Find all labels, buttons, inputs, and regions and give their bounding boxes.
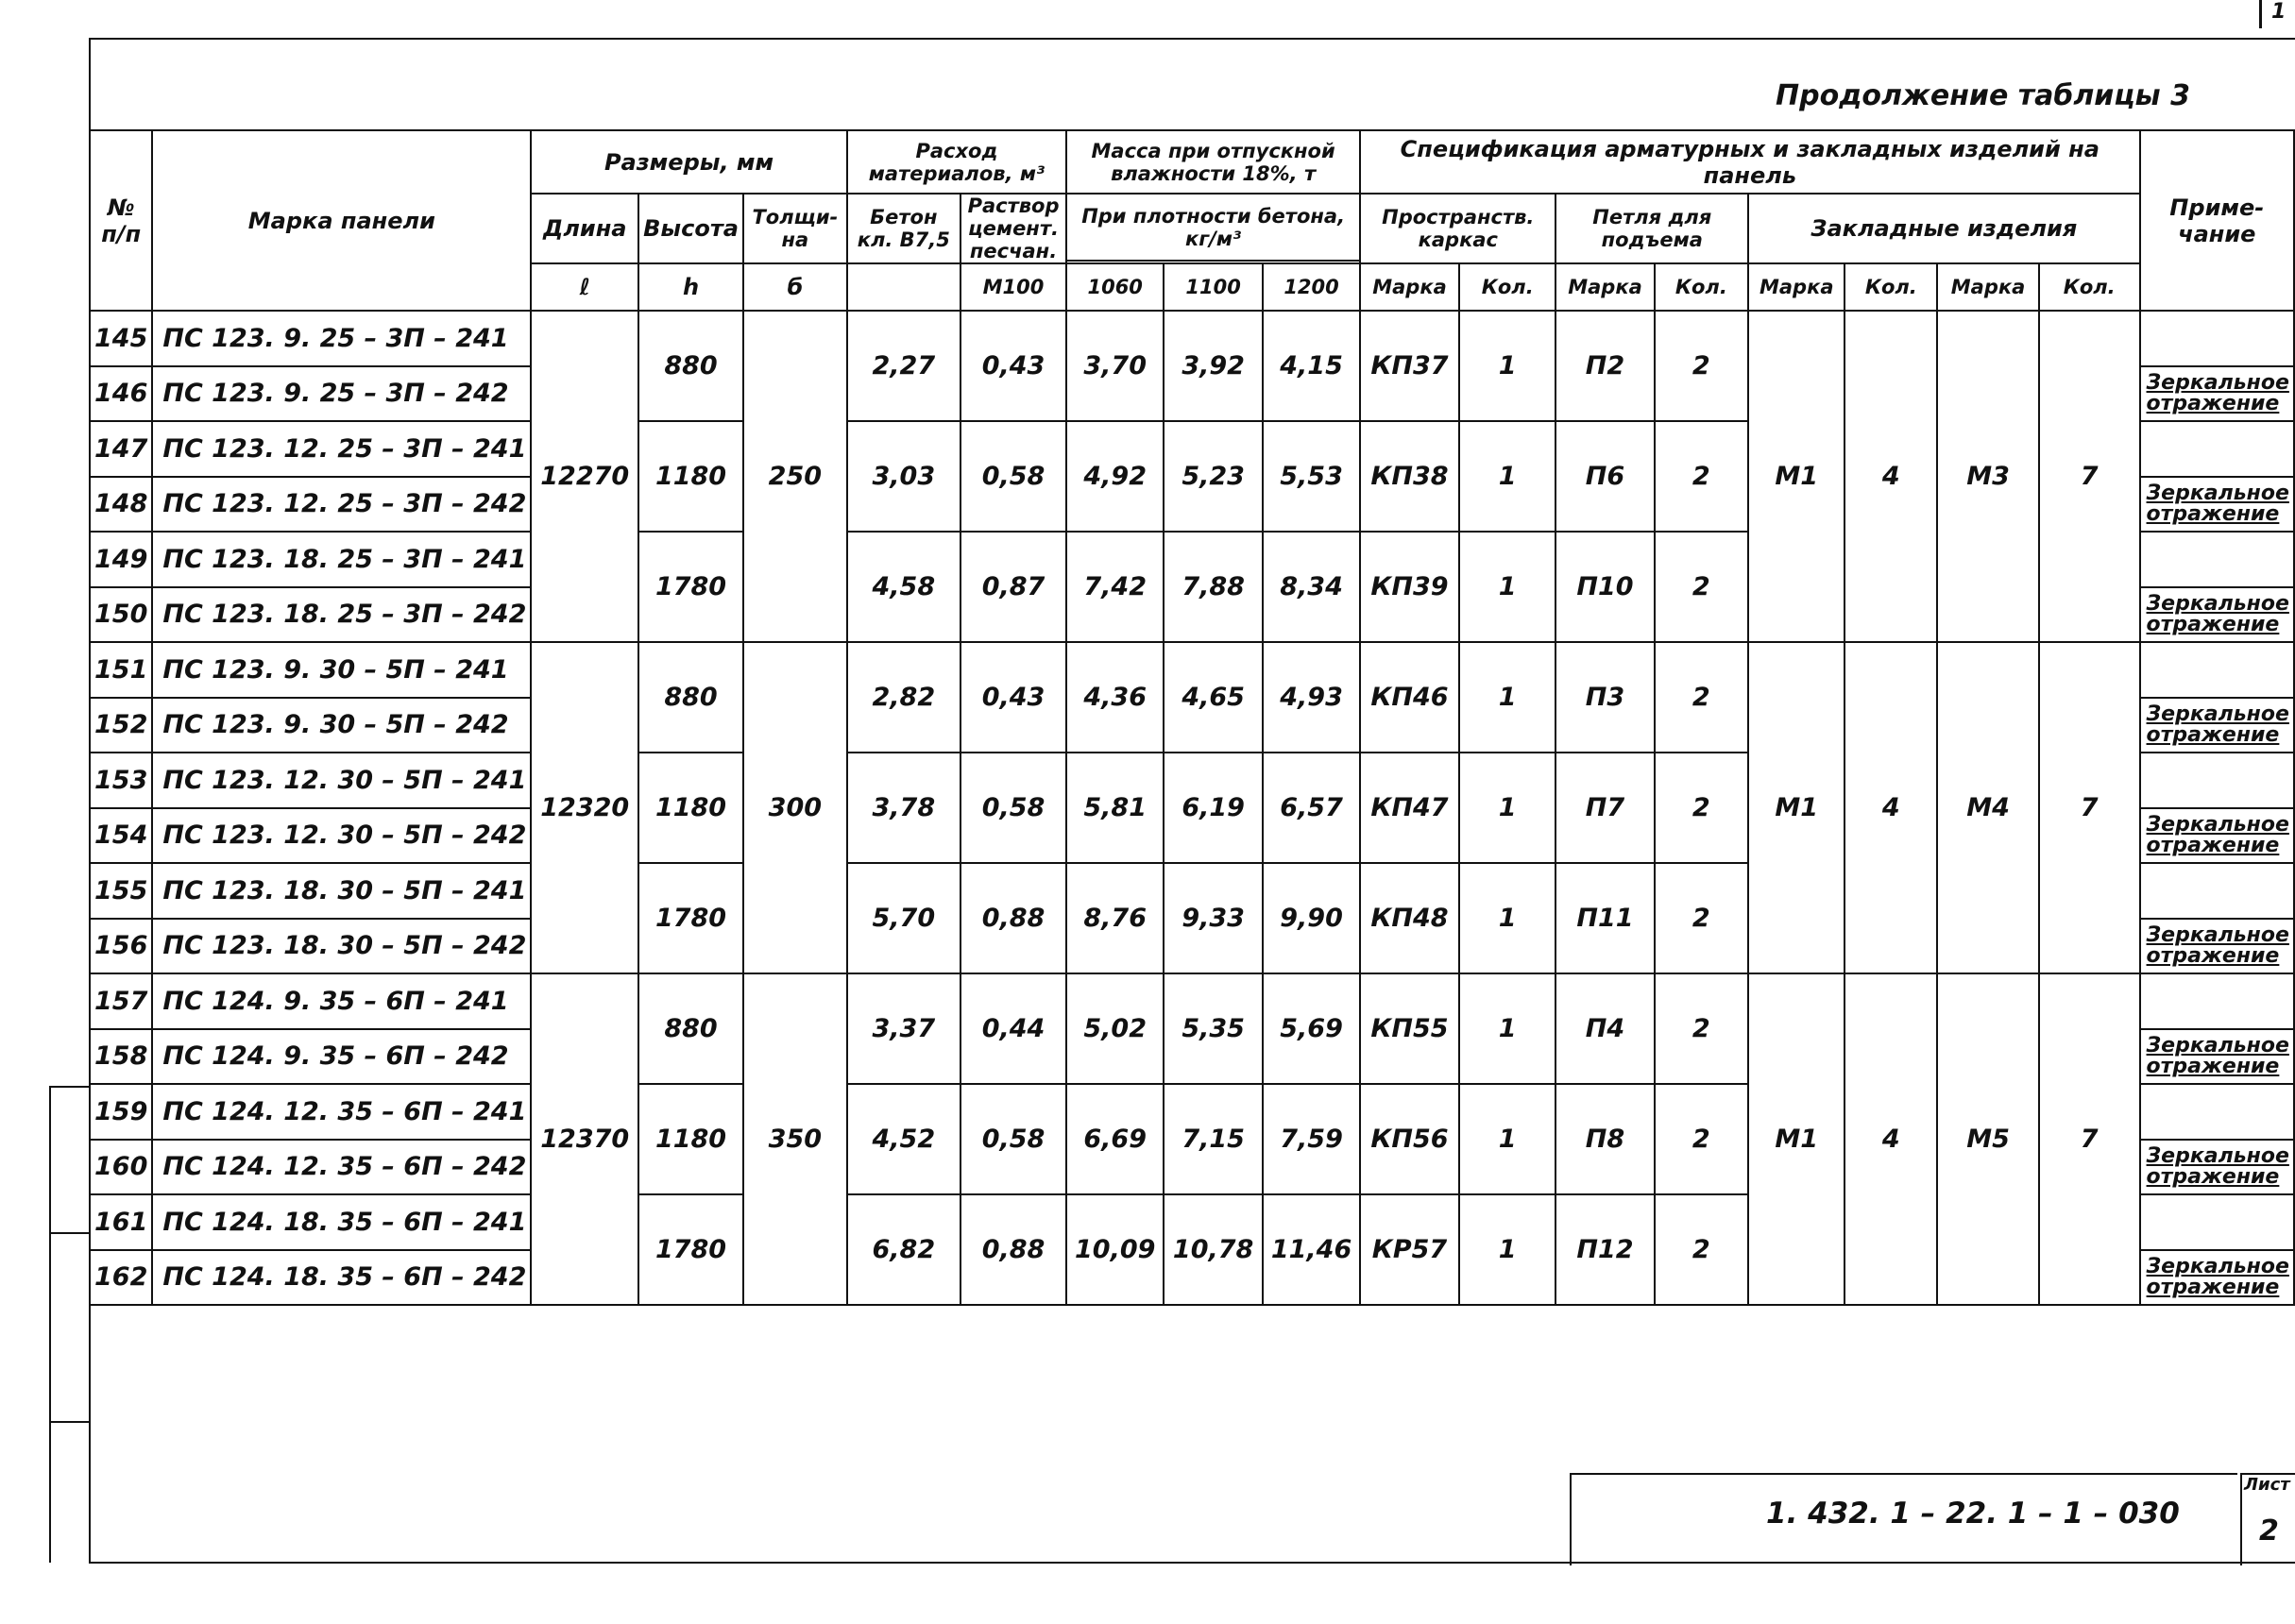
row-note: Зеркальное отражение xyxy=(2140,1029,2294,1085)
loop-mark: П11 xyxy=(1556,863,1654,973)
panel-mark: ПС 123. 18. 25 – 3П – 241 xyxy=(152,532,531,587)
header-embed2-qty: Кол. xyxy=(2039,263,2140,311)
frame-qty: 1 xyxy=(1459,311,1556,421)
panel-mark: ПС 124. 9. 35 – 6П – 241 xyxy=(152,973,531,1029)
table-row xyxy=(90,973,2294,1029)
panel-mark: ПС 123. 9. 25 – 3П – 241 xyxy=(152,311,531,366)
header-materials: Расход материалов, м³ xyxy=(847,130,1066,194)
embed2-qty: 7 xyxy=(2039,973,2140,1305)
panel-height: 880 xyxy=(638,642,743,753)
mass-1060: 5,02 xyxy=(1066,973,1164,1084)
concrete-volume: 6,82 xyxy=(847,1194,960,1305)
row-note xyxy=(2140,973,2294,1029)
row-number: 147 xyxy=(90,421,152,477)
loop-qty: 2 xyxy=(1655,311,1749,421)
header-concrete: Бетон кл. В7,5 xyxy=(847,194,960,263)
frame-mark: КП56 xyxy=(1360,1084,1459,1194)
row-number: 161 xyxy=(90,1194,152,1250)
row-number: 152 xyxy=(90,698,152,753)
header-length-symbol: ℓ xyxy=(531,263,638,311)
panel-mark: ПС 123. 18. 30 – 5П – 242 xyxy=(152,919,531,974)
panel-height: 1780 xyxy=(638,532,743,642)
mass-1100: 5,23 xyxy=(1164,421,1263,532)
header-frame-mark: Марка xyxy=(1360,263,1459,311)
header-embed1-mark: Марка xyxy=(1748,263,1844,311)
mass-1100: 10,78 xyxy=(1164,1194,1263,1305)
header-mortar: Раствор цемент. песчан. xyxy=(960,194,1066,263)
embed2-mark: М5 xyxy=(1937,973,2039,1305)
row-number: 162 xyxy=(90,1250,152,1306)
loop-mark: П8 xyxy=(1556,1084,1654,1194)
frame-qty: 1 xyxy=(1459,1194,1556,1305)
panel-thickness: 350 xyxy=(743,973,847,1305)
row-number: 146 xyxy=(90,366,152,422)
panel-thickness: 300 xyxy=(743,642,847,973)
row-note: Зеркальное отражение xyxy=(2140,1140,2294,1195)
mass-1100: 5,35 xyxy=(1164,973,1263,1084)
row-note xyxy=(2140,532,2294,587)
table-row xyxy=(90,311,2294,366)
mortar-volume: 0,58 xyxy=(960,421,1066,532)
corner-mark: 1 xyxy=(2271,0,2286,24)
header-thickness: Толщи- на xyxy=(743,194,847,263)
loop-qty: 2 xyxy=(1655,642,1749,753)
panel-mark: ПС 124. 12. 35 – 6П – 241 xyxy=(152,1084,531,1140)
embed2-qty: 7 xyxy=(2039,311,2140,642)
panel-height: 1180 xyxy=(638,1084,743,1194)
mortar-volume: 0,58 xyxy=(960,1084,1066,1194)
binding-strip xyxy=(49,1086,51,1563)
table-row xyxy=(90,642,2294,698)
mass-1200: 6,57 xyxy=(1263,753,1360,863)
row-number: 151 xyxy=(90,642,152,698)
mass-1060: 6,69 xyxy=(1066,1084,1164,1194)
loop-mark: П10 xyxy=(1556,532,1654,642)
binding-tick-3 xyxy=(49,1421,89,1423)
header-thickness-symbol: б xyxy=(743,263,847,311)
loop-qty: 2 xyxy=(1655,863,1749,973)
embed2-mark: М3 xyxy=(1937,311,2039,642)
mass-1100: 3,92 xyxy=(1164,311,1263,421)
header-loop-mark: Марка xyxy=(1556,263,1654,311)
header-mortar-grade: М100 xyxy=(960,263,1066,311)
row-note xyxy=(2140,311,2294,366)
panel-height: 1180 xyxy=(638,421,743,532)
header-sizes: Размеры, мм xyxy=(531,130,846,194)
header-density-3: 1200 xyxy=(1263,263,1360,311)
row-note xyxy=(2140,421,2294,477)
frame-qty: 1 xyxy=(1459,421,1556,532)
header-concrete-blank xyxy=(847,263,960,311)
row-number: 157 xyxy=(90,973,152,1029)
loop-mark: П4 xyxy=(1556,973,1654,1084)
concrete-volume: 5,70 xyxy=(847,863,960,973)
concrete-volume: 3,37 xyxy=(847,973,960,1084)
mass-1200: 5,69 xyxy=(1263,973,1360,1084)
panel-mark: ПС 124. 18. 35 – 6П – 242 xyxy=(152,1250,531,1306)
frame-mark: КР57 xyxy=(1360,1194,1459,1305)
header-height: Высота xyxy=(638,194,743,263)
concrete-volume: 2,27 xyxy=(847,311,960,421)
mortar-volume: 0,58 xyxy=(960,753,1066,863)
frame-mark: КП38 xyxy=(1360,421,1459,532)
sheet-number: 2 xyxy=(2259,1514,2279,1548)
row-number: 159 xyxy=(90,1084,152,1140)
header-note: Приме- чание xyxy=(2140,130,2294,311)
panel-mark: ПС 124. 9. 35 – 6П – 242 xyxy=(152,1029,531,1085)
header-mass: Масса при отпускной влажности 18%, т xyxy=(1066,130,1360,194)
mass-1200: 4,93 xyxy=(1263,642,1360,753)
corner-bar xyxy=(2259,0,2262,28)
panel-mark: ПС 124. 18. 35 – 6П – 241 xyxy=(152,1194,531,1250)
mass-1100: 9,33 xyxy=(1164,863,1263,973)
row-note: Зеркальное отражение xyxy=(2140,919,2294,974)
embed1-qty: 4 xyxy=(1844,973,1937,1305)
panel-mark: ПС 123. 9. 25 – 3П – 242 xyxy=(152,366,531,422)
loop-mark: П6 xyxy=(1556,421,1654,532)
concrete-volume: 2,82 xyxy=(847,642,960,753)
row-note xyxy=(2140,642,2294,698)
frame-qty: 1 xyxy=(1459,753,1556,863)
binding-tick-2 xyxy=(49,1232,89,1234)
header-spec: Спецификация арматурных и закладных изделий на панель xyxy=(1360,130,2139,194)
frame-qty: 1 xyxy=(1459,642,1556,753)
row-note xyxy=(2140,863,2294,919)
row-note: Зеркальное отражение xyxy=(2140,1250,2294,1306)
panel-mark: ПС 123. 12. 30 – 5П – 241 xyxy=(152,753,531,808)
mortar-volume: 0,44 xyxy=(960,973,1066,1084)
panel-mark: ПС 123. 12. 25 – 3П – 241 xyxy=(152,421,531,477)
panel-height: 880 xyxy=(638,311,743,421)
row-number: 150 xyxy=(90,587,152,643)
header-frame-qty: Кол. xyxy=(1459,263,1556,311)
mass-1200: 9,90 xyxy=(1263,863,1360,973)
row-note: Зеркальное отражение xyxy=(2140,587,2294,643)
loop-qty: 2 xyxy=(1655,973,1749,1084)
row-note: Зеркальное отражение xyxy=(2140,366,2294,422)
panel-mark: ПС 123. 18. 25 – 3П – 242 xyxy=(152,587,531,643)
panel-length: 12370 xyxy=(531,973,638,1305)
row-note: Зеркальное отражение xyxy=(2140,477,2294,533)
row-note xyxy=(2140,753,2294,808)
panel-length: 12270 xyxy=(531,311,638,642)
binding-tick-1 xyxy=(49,1086,89,1088)
panel-height: 1780 xyxy=(638,863,743,973)
header-loop-qty: Кол. xyxy=(1655,263,1749,311)
frame-top-line xyxy=(89,38,2295,40)
mass-1200: 7,59 xyxy=(1263,1084,1360,1194)
header-embed: Закладные изделия xyxy=(1748,194,2139,263)
loop-mark: П12 xyxy=(1556,1194,1654,1305)
embed1-mark: М1 xyxy=(1748,642,1844,973)
loop-qty: 2 xyxy=(1655,1194,1749,1305)
row-note: Зеркальное отражение xyxy=(2140,808,2294,864)
mass-1200: 5,53 xyxy=(1263,421,1360,532)
panels-table xyxy=(89,129,2295,1306)
mass-1060: 10,09 xyxy=(1066,1194,1164,1305)
row-number: 154 xyxy=(90,808,152,864)
panel-thickness: 250 xyxy=(743,311,847,642)
embed1-mark: М1 xyxy=(1748,973,1844,1305)
mortar-volume: 0,87 xyxy=(960,532,1066,642)
mortar-volume: 0,43 xyxy=(960,311,1066,421)
frame-mark: КП37 xyxy=(1360,311,1459,421)
embed1-qty: 4 xyxy=(1844,642,1937,973)
header-embed1-qty: Кол. xyxy=(1844,263,1937,311)
loop-mark: П3 xyxy=(1556,642,1654,753)
header-length: Длина xyxy=(531,194,638,263)
frame-mark: КП55 xyxy=(1360,973,1459,1084)
header-embed2-mark: Марка xyxy=(1937,263,2039,311)
sheet-label: Лист xyxy=(2244,1475,2290,1495)
header-density-2: 1100 xyxy=(1164,263,1263,311)
loop-qty: 2 xyxy=(1655,1084,1749,1194)
frame-mark: КП47 xyxy=(1360,753,1459,863)
mass-1100: 7,15 xyxy=(1164,1084,1263,1194)
row-number: 145 xyxy=(90,311,152,366)
mass-1100: 6,19 xyxy=(1164,753,1263,863)
mortar-volume: 0,88 xyxy=(960,1194,1066,1305)
concrete-volume: 4,58 xyxy=(847,532,960,642)
mass-1200: 4,15 xyxy=(1263,311,1360,421)
row-number: 148 xyxy=(90,477,152,533)
panel-height: 1180 xyxy=(638,753,743,863)
panel-mark: ПС 123. 9. 30 – 5П – 241 xyxy=(152,642,531,698)
frame-qty: 1 xyxy=(1459,1084,1556,1194)
panel-mark: ПС 123. 9. 30 – 5П – 242 xyxy=(152,698,531,753)
frame-mark: КП46 xyxy=(1360,642,1459,753)
mass-1060: 7,42 xyxy=(1066,532,1164,642)
mass-1100: 4,65 xyxy=(1164,642,1263,753)
row-number: 155 xyxy=(90,863,152,919)
panel-mark: ПС 124. 12. 35 – 6П – 242 xyxy=(152,1140,531,1195)
mass-1200: 8,34 xyxy=(1263,532,1360,642)
concrete-volume: 3,03 xyxy=(847,421,960,532)
mass-1060: 5,81 xyxy=(1066,753,1164,863)
embed1-qty: 4 xyxy=(1844,311,1937,642)
concrete-volume: 4,52 xyxy=(847,1084,960,1194)
panel-height: 880 xyxy=(638,973,743,1084)
mass-1100: 7,88 xyxy=(1164,532,1263,642)
frame-qty: 1 xyxy=(1459,863,1556,973)
row-note xyxy=(2140,1194,2294,1250)
mass-1060: 4,92 xyxy=(1066,421,1164,532)
row-number: 149 xyxy=(90,532,152,587)
header-height-symbol: h xyxy=(638,263,743,311)
panel-mark: ПС 123. 12. 25 – 3П – 242 xyxy=(152,477,531,533)
panel-mark: ПС 123. 12. 30 – 5П – 242 xyxy=(152,808,531,864)
frame-qty: 1 xyxy=(1459,973,1556,1084)
row-number: 158 xyxy=(90,1029,152,1085)
frame-qty: 1 xyxy=(1459,532,1556,642)
frame-mark: КП48 xyxy=(1360,863,1459,973)
document-code: 1. 432. 1 – 22. 1 – 1 – 030 xyxy=(1766,1497,2180,1531)
loop-qty: 2 xyxy=(1655,421,1749,532)
mortar-volume: 0,43 xyxy=(960,642,1066,753)
header-frame: Пространств. каркас xyxy=(1360,194,1556,263)
row-number: 160 xyxy=(90,1140,152,1195)
panel-height: 1780 xyxy=(638,1194,743,1305)
row-note: Зеркальное отражение xyxy=(2140,698,2294,753)
mass-1060: 3,70 xyxy=(1066,311,1164,421)
row-number: 156 xyxy=(90,919,152,974)
embed1-mark: М1 xyxy=(1748,311,1844,642)
header-mark: Марка панели xyxy=(152,130,531,311)
mass-1200: 11,46 xyxy=(1263,1194,1360,1305)
embed2-mark: М4 xyxy=(1937,642,2039,973)
loop-qty: 2 xyxy=(1655,532,1749,642)
panel-mark: ПС 123. 18. 30 – 5П – 241 xyxy=(152,863,531,919)
concrete-volume: 3,78 xyxy=(847,753,960,863)
mass-1060: 8,76 xyxy=(1066,863,1164,973)
row-number: 153 xyxy=(90,753,152,808)
frame-mark: КП39 xyxy=(1360,532,1459,642)
panel-length: 12320 xyxy=(531,642,638,973)
header-num: № п/п xyxy=(90,130,152,311)
mass-1060: 4,36 xyxy=(1066,642,1164,753)
table-subtitle: Продолжение таблицы 3 xyxy=(1776,79,2190,112)
table-body xyxy=(90,311,2294,1305)
embed2-qty: 7 xyxy=(2039,642,2140,973)
header-loop: Петля для подъема xyxy=(1556,194,1748,263)
loop-qty: 2 xyxy=(1655,753,1749,863)
loop-mark: П7 xyxy=(1556,753,1654,863)
mortar-volume: 0,88 xyxy=(960,863,1066,973)
header-density-1: 1060 xyxy=(1066,263,1164,311)
row-note xyxy=(2140,1084,2294,1140)
loop-mark: П2 xyxy=(1556,311,1654,421)
header-density: При плотности бетона, кг/м³ xyxy=(1066,194,1360,261)
